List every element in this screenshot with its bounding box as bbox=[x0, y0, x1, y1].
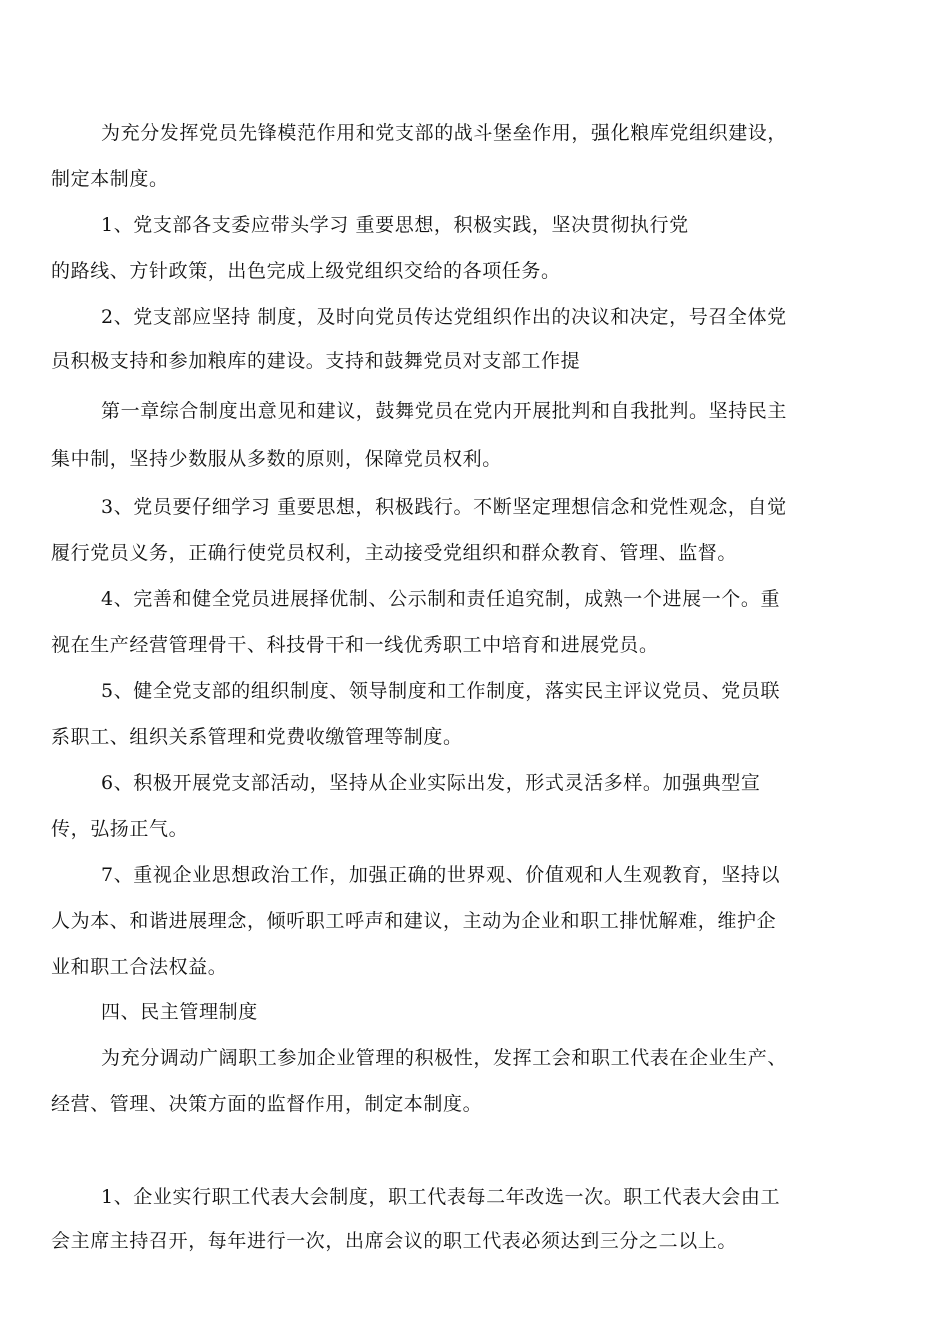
section-heading-democratic-management: 四、民主管理制度 bbox=[101, 1001, 258, 1023]
item-7-line-3: 业和职工合法权益。 bbox=[51, 956, 228, 978]
section-item-1-line-1: 1、企业实行职工代表大会制度，职工代表每二年改选一次。职工代表大会由工 bbox=[101, 1186, 781, 1208]
item-2-line-2: 员积极支持和参加粮库的建设。支持和鼓舞党员对支部工作提 bbox=[51, 350, 581, 372]
chapter-paragraph-line-1: 第一章综合制度出意见和建议，鼓舞党员在党内开展批判和自我批判。坚持民主 bbox=[101, 400, 788, 422]
item-5-line-2: 系职工、组织关系管理和党费收缴管理等制度。 bbox=[51, 726, 463, 748]
section-intro-line-1: 为充分调动广阔职工参加企业管理的积极性，发挥工会和职工代表在企业生产、 bbox=[101, 1047, 788, 1069]
item-2-line-1: 2、党支部应坚持 制度，及时向党员传达党组织作出的决议和决定，号召全体党 bbox=[101, 306, 787, 328]
item-6-line-1: 6、积极开展党支部活动，坚持从企业实际出发，形式灵活多样。加强典型宣 bbox=[101, 772, 761, 794]
item-4-line-2: 视在生产经营管理骨干、科技骨干和一线优秀职工中培育和进展党员。 bbox=[51, 634, 659, 656]
section-item-1-line-2: 会主席主持召开，每年进行一次，出席会议的职工代表必须达到三分之二以上。 bbox=[51, 1230, 738, 1252]
paragraph-intro-line-1: 为充分发挥党员先锋模范作用和党支部的战斗堡垒作用，强化粮库党组织建设， bbox=[101, 122, 788, 144]
chapter-paragraph-line-2: 集中制，坚持少数服从多数的原则，保障党员权利。 bbox=[51, 448, 502, 470]
item-1-line-1: 1、党支部各支委应带头学习 重要思想，积极实践，坚决贯彻执行党 bbox=[101, 214, 689, 236]
item-4-line-1: 4、完善和健全党员进展择优制、公示制和责任追究制，成熟一个进展一个。重 bbox=[101, 588, 781, 610]
item-7-line-2: 人为本、和谐进展理念，倾听职工呼声和建议，主动为企业和职工排忧解难，维护企 bbox=[51, 910, 777, 932]
paragraph-intro-line-2: 制定本制度。 bbox=[51, 168, 169, 190]
section-intro-line-2: 经营、管理、决策方面的监督作用，制定本制度。 bbox=[51, 1093, 483, 1115]
item-6-line-2: 传，弘扬正气。 bbox=[51, 818, 189, 840]
item-7-line-1: 7、重视企业思想政治工作，加强正确的世界观、价值观和人生观教育，坚持以 bbox=[101, 864, 781, 886]
item-3-line-2: 履行党员义务，正确行使党员权利，主动接受党组织和群众教育、管理、监督。 bbox=[51, 542, 738, 564]
item-5-line-1: 5、健全党支部的组织制度、领导制度和工作制度，落实民主评议党员、党员联 bbox=[101, 680, 781, 702]
item-3-line-1: 3、党员要仔细学习 重要思想，积极践行。不断坚定理想信念和党性观念，自觉 bbox=[101, 496, 787, 518]
item-1-line-2: 的路线、方针政策，出色完成上级党组织交给的各项任务。 bbox=[51, 260, 561, 282]
